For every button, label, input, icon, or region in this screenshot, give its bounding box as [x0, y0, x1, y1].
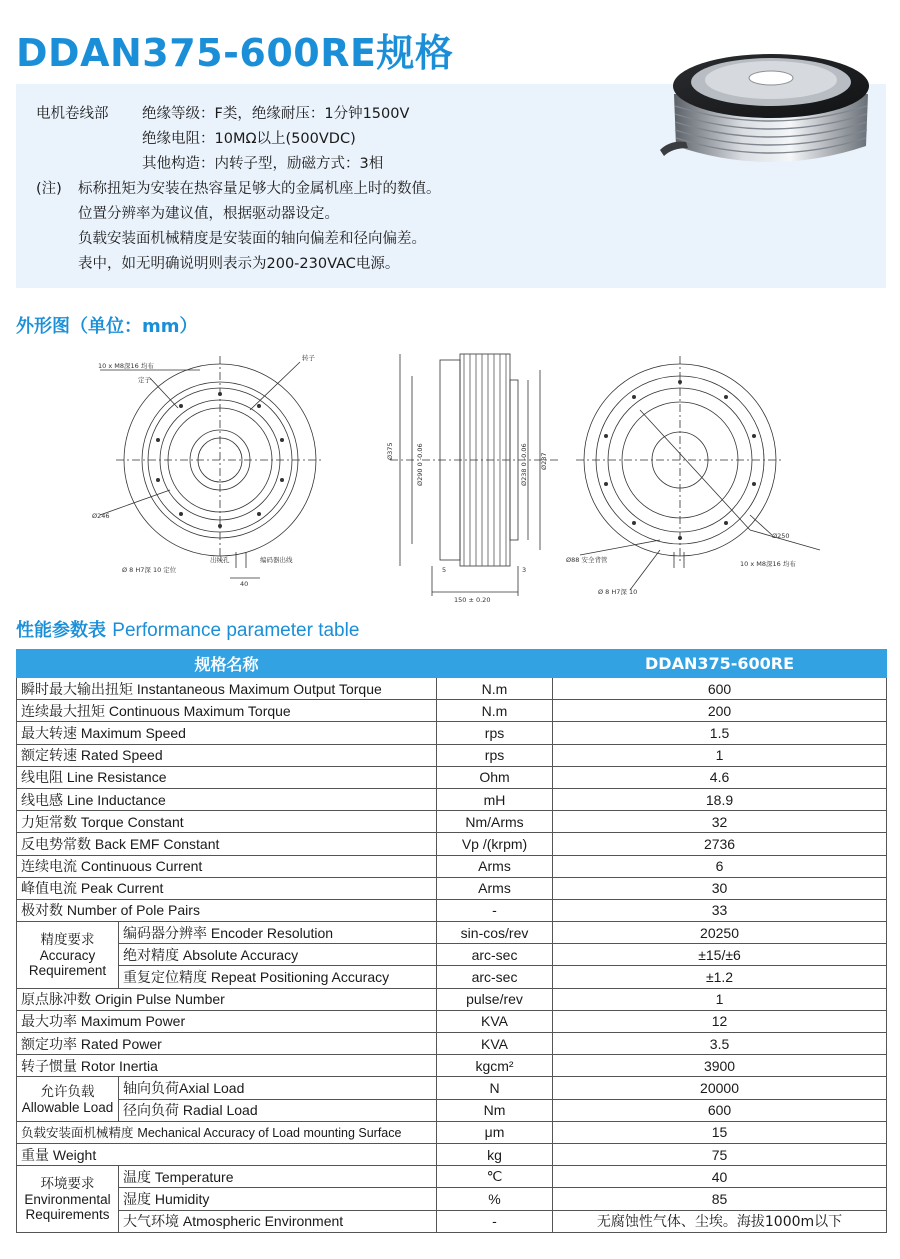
- front-label-b2: 出线孔: [210, 556, 230, 564]
- front-label-b3: 编码器出线: [260, 556, 293, 564]
- row-unit: -: [437, 1210, 553, 1232]
- row-unit: N: [437, 1077, 553, 1099]
- row-en: Rated Power: [80, 1035, 162, 1052]
- row-value: 无腐蚀性气体、尘埃。海拔1000m以下: [553, 1210, 887, 1232]
- row-cn: 轴向负荷: [123, 1080, 179, 1097]
- group-cn: 环境要求: [40, 1175, 95, 1192]
- front-view-drawing: [92, 353, 324, 588]
- row-value: 30: [553, 877, 887, 899]
- row-cn: 编码器分辨率: [123, 925, 207, 942]
- row-value: 3900: [553, 1055, 887, 1077]
- row-unit: kgcm²: [437, 1055, 553, 1077]
- table-row: [17, 1055, 887, 1077]
- front-label-dia: Ø246: [92, 512, 110, 520]
- dimensions-heading: 外形图（单位：mm）: [16, 316, 198, 337]
- row-unit: Nm: [437, 1099, 553, 1121]
- row-unit: Ohm: [437, 766, 553, 788]
- row-unit: rps: [437, 744, 553, 766]
- table-row: [17, 877, 887, 899]
- table-row: [17, 899, 887, 921]
- row-cn: 反电势常数: [21, 836, 91, 853]
- table-row: [17, 988, 887, 1010]
- row-en: Mechanical Accuracy of Load mounting Surface: [137, 1126, 402, 1141]
- side-view-drawing: [386, 354, 560, 604]
- row-cn: 湿度: [123, 1191, 151, 1208]
- row-en: Line Resistance: [66, 769, 167, 786]
- group-env: [17, 1166, 119, 1233]
- table-row: [17, 1210, 887, 1232]
- row-value: 20250: [553, 922, 887, 944]
- row-cn: 最大转速: [21, 725, 77, 742]
- row-cn: 温度: [123, 1169, 151, 1186]
- front-label-rotor: 转子: [302, 354, 315, 362]
- row-cn: 线电阻: [21, 770, 63, 787]
- row-cn: 连续电流: [21, 859, 77, 876]
- row-cn: 径向负荷: [123, 1103, 179, 1120]
- row-en: Repeat Positioning Accuracy: [210, 969, 390, 986]
- table-row: [17, 944, 887, 966]
- table-row: [17, 966, 887, 988]
- table-row: [17, 1166, 887, 1188]
- rear-label-b3: 10 x M8深16 均布: [740, 560, 796, 568]
- table-row: [17, 1188, 887, 1210]
- row-value: 3.5: [553, 1033, 887, 1055]
- table-row: [17, 678, 887, 700]
- row-cn: 大气环境: [123, 1214, 179, 1231]
- row-unit: Arms: [437, 855, 553, 877]
- group-cn: 精度要求: [40, 931, 95, 948]
- table-row: [17, 922, 887, 944]
- row-unit: Arms: [437, 877, 553, 899]
- group-accuracy: [17, 922, 119, 989]
- row-unit: Vp /(krpm): [437, 833, 553, 855]
- table-row: [17, 855, 887, 877]
- row-cn: 峰值电流: [21, 881, 77, 898]
- row-en: Atmospheric Environment: [182, 1213, 344, 1230]
- page-title: DDAN375-600RE规格: [16, 31, 454, 75]
- row-cn: 力矩常数: [21, 814, 77, 831]
- side-label-6: 3: [522, 566, 527, 574]
- row-en: Torque Constant: [80, 813, 184, 830]
- row-en: Rated Speed: [80, 747, 163, 764]
- table-row: [17, 811, 887, 833]
- row-value: ±1.2: [553, 966, 887, 988]
- note-1: 标称扭矩为安装在热容量足够大的金属机座上时的数值。: [78, 181, 441, 197]
- row-unit: mH: [437, 788, 553, 810]
- row-en: Continuous Current: [80, 858, 203, 875]
- row-en: Instantaneous Maximum Output Torque: [136, 680, 382, 697]
- row-value: ±15/±6: [553, 944, 887, 966]
- row-en: Encoder Resolution: [210, 924, 334, 941]
- note-label: (注): [36, 181, 62, 197]
- row-value: 32: [553, 811, 887, 833]
- group-en1: Environmental: [24, 1191, 111, 1207]
- group-en: Allowable Load: [21, 1099, 114, 1115]
- table-row: [17, 766, 887, 788]
- side-label-4: Ø287: [540, 452, 548, 470]
- row-en: Weight: [52, 1146, 97, 1163]
- row-unit: %: [437, 1188, 553, 1210]
- row-en: Peak Current: [80, 880, 164, 897]
- group-en2: Requirement: [28, 962, 107, 978]
- perf-heading-cn: 性能参数表: [16, 620, 106, 641]
- row-value: 75: [553, 1143, 887, 1165]
- rear-label-b1: Ø88 安全背管: [566, 556, 608, 564]
- rear-label-dia: Ø250: [772, 532, 790, 540]
- front-label-b4: 40: [240, 580, 249, 588]
- row-en: Absolute Accuracy: [182, 946, 299, 963]
- row-unit: arc-sec: [437, 966, 553, 988]
- row-en: Back EMF Constant: [94, 835, 220, 852]
- row-en: Radial Load: [182, 1102, 258, 1119]
- perf-heading: [16, 616, 359, 642]
- spec-l3: 其他构造：内转子型，励磁方式：3相: [142, 156, 384, 172]
- table-row: [17, 1077, 887, 1099]
- header-model: DDAN375-600RE: [553, 650, 887, 678]
- row-value: 40: [553, 1166, 887, 1188]
- row-en: Maximum Speed: [80, 724, 186, 741]
- row-unit: rps: [437, 722, 553, 744]
- rear-label-b2: Ø 8 H7深 10: [598, 588, 638, 596]
- group-cn: 允许负载: [40, 1083, 95, 1100]
- row-en: Maximum Power: [80, 1013, 186, 1030]
- row-value: 4.6: [553, 766, 887, 788]
- performance-table: [16, 649, 887, 1233]
- row-unit: μm: [437, 1121, 553, 1143]
- side-label-5: 5: [442, 566, 447, 574]
- row-value: 1.5: [553, 722, 887, 744]
- note-2: 位置分辨率为建议值，根据驱动器设定。: [78, 206, 339, 222]
- table-row: [17, 700, 887, 722]
- row-cn: 转子惯量: [21, 1058, 77, 1075]
- row-value: 600: [553, 678, 887, 700]
- row-cn: 极对数: [21, 903, 63, 920]
- group-load: [17, 1077, 119, 1121]
- rear-view-drawing: [566, 356, 820, 596]
- row-value: 85: [553, 1188, 887, 1210]
- row-cn: 瞬时最大输出扭矩: [21, 681, 133, 698]
- row-unit: -: [437, 899, 553, 921]
- row-value: 1: [553, 744, 887, 766]
- row-unit: KVA: [437, 1010, 553, 1032]
- table-row: [17, 1033, 887, 1055]
- row-cn: 最大功率: [21, 1014, 77, 1031]
- row-value: 12: [553, 1010, 887, 1032]
- header-unit-blank: [437, 650, 553, 678]
- row-value: 33: [553, 899, 887, 921]
- front-label-b1: Ø 8 H7深 10 定位: [122, 566, 177, 574]
- table-row: [17, 833, 887, 855]
- table-row: [17, 1143, 887, 1165]
- row-value: 600: [553, 1099, 887, 1121]
- dimension-drawings: [60, 340, 840, 605]
- row-en: Axial Load: [179, 1079, 245, 1096]
- front-label-stator: 定子: [138, 376, 151, 384]
- row-cn: 重复定位精度: [123, 970, 207, 987]
- row-unit: kg: [437, 1143, 553, 1165]
- row-cn: 连续最大扭矩: [21, 703, 105, 720]
- note-3: 负载安装面机械精度是安装面的轴向偏差和径向偏差。: [78, 231, 426, 247]
- row-unit: N.m: [437, 678, 553, 700]
- table-row: [17, 788, 887, 810]
- row-en: Temperature: [154, 1168, 234, 1185]
- row-value: 1: [553, 988, 887, 1010]
- row-value: 6: [553, 855, 887, 877]
- row-en: Rotor Inertia: [80, 1057, 158, 1074]
- row-cn: 绝对精度: [123, 947, 179, 964]
- row-unit: ℃: [437, 1166, 553, 1188]
- row-value: 2736: [553, 833, 887, 855]
- row-unit: N.m: [437, 700, 553, 722]
- perf-heading-en: Performance parameter table: [112, 620, 360, 641]
- spec-l1-label: 电机卷线部: [36, 106, 109, 122]
- row-en: Humidity: [154, 1190, 210, 1207]
- table-row: [17, 1121, 887, 1143]
- table-row: [17, 1099, 887, 1121]
- row-cn: 额定转速: [21, 748, 77, 765]
- row-en: Continuous Maximum Torque: [108, 702, 291, 719]
- table-body: [17, 678, 887, 1233]
- motor-photo: [650, 28, 890, 168]
- group-en1: Accuracy: [39, 947, 96, 963]
- side-label-7: 150 ± 0.20: [454, 596, 491, 604]
- table-row: [17, 744, 887, 766]
- row-en: Line Inductance: [66, 791, 166, 808]
- front-label-top: 10 x M8深16 均布: [98, 362, 154, 370]
- spec-l1: 绝缘等级：F类，绝缘耐压：1分钟1500V: [142, 106, 410, 122]
- row-cn: 额定功率: [21, 1036, 77, 1053]
- row-unit: arc-sec: [437, 944, 553, 966]
- row-en: Number of Pole Pairs: [66, 902, 200, 919]
- header-name: 规格名称: [17, 650, 437, 678]
- row-cn: 负载安装面机械精度: [21, 1125, 134, 1141]
- row-cn: 重量: [21, 1147, 49, 1164]
- group-en2: Requirements: [25, 1206, 110, 1222]
- note-4: 表中，如无明确说明则表示为200-230VAC电源。: [78, 256, 400, 272]
- row-cn: 线电感: [21, 792, 63, 809]
- row-value: 200: [553, 700, 887, 722]
- row-cn: 原点脉冲数: [21, 992, 91, 1009]
- row-unit: Nm/Arms: [437, 811, 553, 833]
- table-row: [17, 1010, 887, 1032]
- row-value: 15: [553, 1121, 887, 1143]
- spec-l2: 绝缘电阻：10MΩ以上(500VDC): [142, 131, 356, 147]
- row-unit: pulse/rev: [437, 988, 553, 1010]
- side-label-1: Ø375: [386, 442, 394, 460]
- table-row: [17, 722, 887, 744]
- row-value: 20000: [553, 1077, 887, 1099]
- side-label-2: Ø290 0 -0.06: [416, 443, 424, 486]
- row-en: Origin Pulse Number: [94, 991, 225, 1008]
- row-unit: KVA: [437, 1033, 553, 1055]
- row-value: 18.9: [553, 788, 887, 810]
- row-unit: sin-cos/rev: [437, 922, 553, 944]
- side-label-3: Ø238 0 -0.06: [520, 443, 528, 486]
